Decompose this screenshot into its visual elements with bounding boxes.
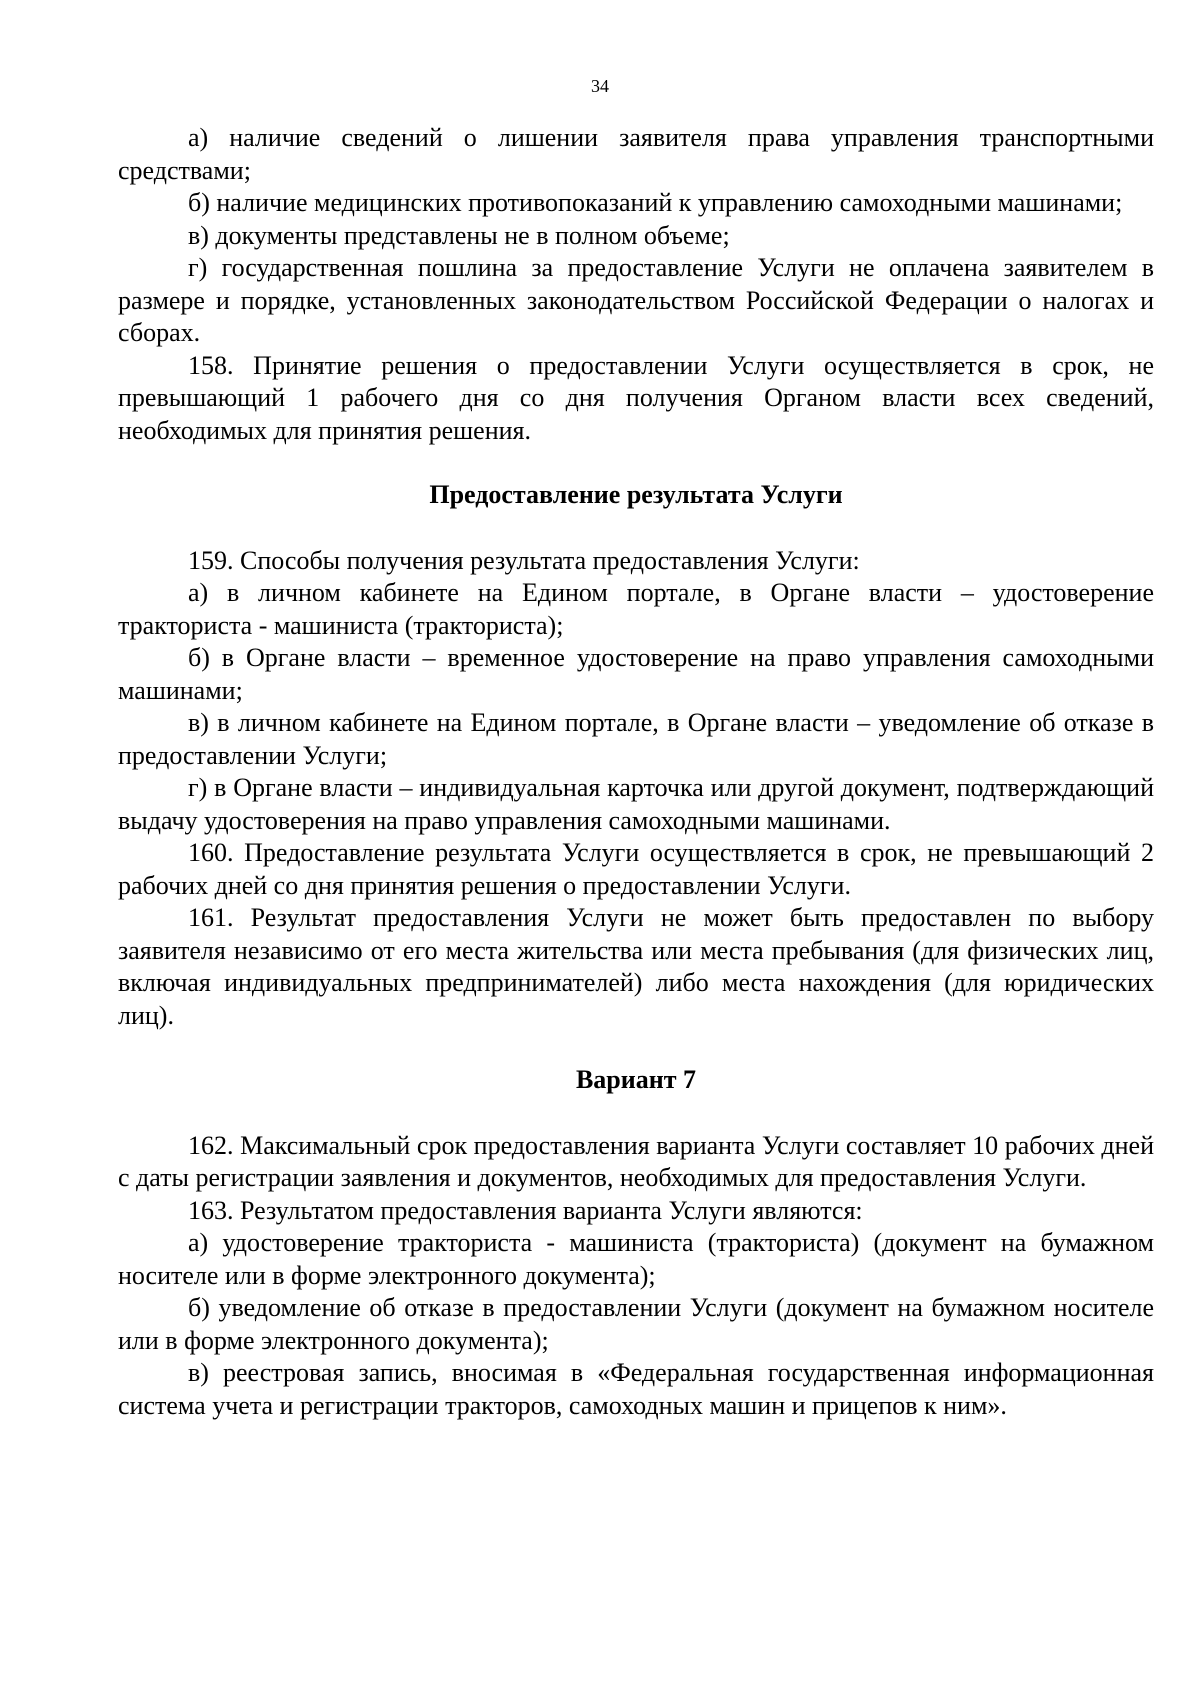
paragraph-159-a: а) в личном кабинете на Едином портале, в Органе власти – удостоверение тракториста - машиниста (тракториста); bbox=[118, 578, 1154, 640]
paragraph-161: 161. Результат предоставления Услуги не может быть предоставлен по выбору заявителя независимо от его места жительства или места пребывания (для физических лиц, включая индивидуальных предпринимателей) либо места нахождения (для юридических лиц). bbox=[118, 903, 1154, 1030]
paragraph-163: 163. Результатом предоставления варианта Услуги являются: bbox=[188, 1195, 863, 1225]
paragraph-refusal-c: в) документы представлены не в полном объеме; bbox=[188, 220, 730, 250]
paragraph-refusal-a: а) наличие сведений о лишении заявителя права управления транспортными средствами; bbox=[118, 123, 1154, 185]
paragraph-158: 158. Принятие решения о предоставлении Услуги осуществляется в срок, не превышающий 1 рабочего дня со дня получения Органом власти всех сведений, необходимых для принятия решения. bbox=[118, 350, 1154, 445]
paragraph-160: 160. Предоставление результата Услуги осуществляется в срок, не превышающий 2 рабочих дней со дня принятия решения о предоставлении Услуги. bbox=[118, 838, 1154, 900]
page-number: 34 bbox=[591, 76, 609, 96]
paragraph-159: 159. Способы получения результата предоставления Услуги: bbox=[188, 545, 860, 575]
paragraph-163-b: б) уведомление об отказе в предоставлении Услуги (документ на бумажном носителе или в форме электронного документа); bbox=[118, 1293, 1154, 1355]
paragraph-163-c: в) реестровая запись, вносимая в «Федеральная государственная информационная система учета и регистрации тракторов, самоходных машин и прицепов к ним». bbox=[118, 1358, 1154, 1420]
paragraph-163-a: а) удостоверение тракториста - машиниста (тракториста) (документ на бумажном носителе или в форме электронного документа); bbox=[118, 1228, 1154, 1290]
section-heading-variant-7: Вариант 7 bbox=[575, 1065, 697, 1094]
paragraph-159-c: в) в личном кабинете на Едином портале, в Органе власти – уведомление об отказе в предоставлении Услуги; bbox=[118, 708, 1154, 770]
paragraph-159-d: г) в Органе власти – индивидуальная карточка или другой документ, подтверждающий выдачу удостоверения на право управления самоходными машинами. bbox=[118, 773, 1154, 835]
document-body bbox=[118, 122, 1154, 1422]
paragraph-refusal-d: г) государственная пошлина за предоставление Услуги не оплачена заявителем в размере и порядке, установленных законодательством Российской Федерации о налогах и сборах. bbox=[118, 253, 1154, 347]
paragraph-162: 162. Максимальный срок предоставления варианта Услуги составляет 10 рабочих дней с даты регистрации заявления и документов, необходимых для предоставления Услуги. bbox=[118, 1130, 1154, 1192]
section-heading-result: Предоставление результата Услуги bbox=[429, 480, 843, 509]
paragraph-159-b: б) в Органе власти – временное удостоверение на право управления самоходными машинами; bbox=[118, 643, 1154, 705]
paragraph-refusal-b: б) наличие медицинских противопоказаний к управлению самоходными машинами; bbox=[188, 188, 1123, 217]
